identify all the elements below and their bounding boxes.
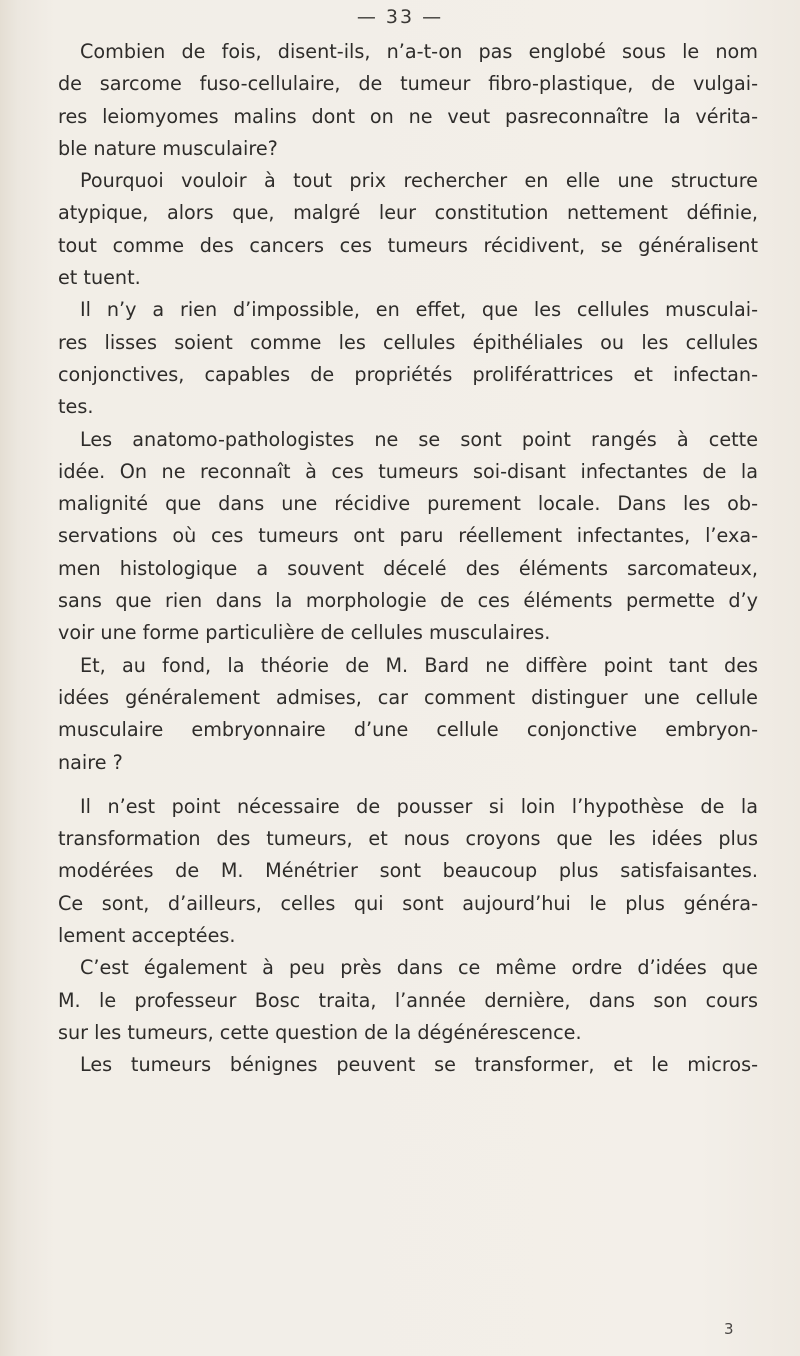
paragraph-8 [58,1049,758,1081]
text-line: transformation des tumeurs, et nous croyons que les idées plus [58,827,758,851]
text-line: conjonctives, capables de propriétés proliférattrices et infectan- [58,362,758,386]
text-line: servations où ces tumeurs ont paru réellement infectantes, l’exa- [58,524,758,548]
paragraph-4 [58,424,758,650]
text-line: tout comme des cancers ces tumeurs récidivent, se généralisent [58,233,758,257]
paragraph-gap [58,779,758,791]
text-line: de sarcome fuso-cellulaire, de tumeur fibro-plastique, de vulgai- [58,72,758,96]
text-line: Pourquoi vouloir à tout prix rechercher en elle une structure [80,169,758,193]
text-line: ble nature musculaire? [58,136,278,160]
body-text [58,36,758,1082]
paragraph-2 [58,165,758,294]
text-line: idée. On ne reconnaît à ces tumeurs soi-disant infectantes de la [58,459,758,483]
text-line: Ce sont, d’ailleurs, celles qui sont aujourd’hui le plus généra- [58,891,758,915]
paragraph-5 [58,650,758,779]
text-line: tes. [58,395,94,419]
text-line: Les tumeurs bénignes peuvent se transformer, et le micros- [80,1053,758,1077]
paragraph-6 [58,791,758,952]
text-line: men histologique a souvent décelé des éléments sarcomateux, [58,556,758,580]
text-line: naire ? [58,750,123,774]
text-line: lement acceptées. [58,924,236,948]
text-line: Il n’y a rien d’impossible, en effet, que les cellules musculai- [80,298,758,322]
text-line: res lisses soient comme les cellules épithéliales ou les cellules [58,330,758,354]
text-line: C’est également à peu près dans ce même ordre d’idées que [80,956,758,980]
text-line: res leiomyomes malins dont on ne veut pasreconnaître la vérita- [58,104,758,128]
text-line: musculaire embryonnaire d’une cellule conjonctive embryon- [58,718,758,742]
text-line: malignité que dans une récidive purement locale. Dans les ob- [58,492,758,516]
text-line: Combien de fois, disent-ils, n’a-t-on pas englobé sous le nom [80,40,758,63]
paragraph-3 [58,294,758,423]
text-line: et tuent. [58,266,141,290]
text-line: sans que rien dans la morphologie de ces éléments permette d’y [58,589,758,613]
text-line: idées généralement admises, car comment distinguer une cellule [58,685,758,709]
page-header: — 33 — [356,6,444,28]
paragraph-7 [58,952,758,1049]
text-line: modérées de M. Ménétrier sont beaucoup plus satisfaisantes. [58,859,758,883]
signature-mark: 3 [724,1320,734,1338]
text-line: Les anatomo-pathologistes ne se sont point rangés à cette [80,427,758,451]
paragraph-1 [58,36,758,165]
text-line: Et, au fond, la théorie de M. Bard ne diffère point tant des [80,653,758,677]
text-line: voir une forme particulière de cellules musculaires. [58,621,551,645]
text-line: atypique, alors que, malgré leur constitution nettement définie, [58,201,758,225]
text-line: M. le professeur Bosc traita, l’année dernière, dans son cours [58,988,758,1012]
text-line: Il n’est point nécessaire de pousser si loin l’hypothèse de la [80,794,758,818]
text-line: sur les tumeurs, cette question de la dégénérescence. [58,1020,582,1044]
